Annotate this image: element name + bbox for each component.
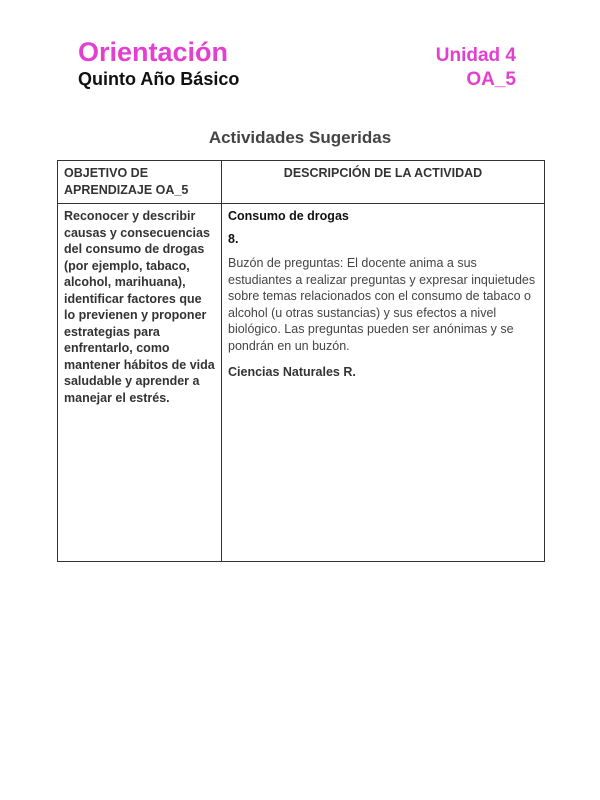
objective-cell [58, 204, 222, 562]
description-cell [222, 204, 545, 562]
section-heading: Actividades Sugeridas [208, 128, 392, 147]
objective-text: Reconocer y describir causas y consecuencias del consumo de drogas (por ejemplo, tabaco, alcohol, marihuana), identificar factores que lo previenen y proponer estrategias para enfrentarlo, como mantener hábitos de vida saludable y aprender a manejar el estrés. [64, 209, 215, 405]
header-right [436, 44, 516, 92]
activity-number: 8. [228, 231, 239, 246]
page-title: Orientación [78, 37, 229, 67]
activity-description: Buzón de preguntas: El docente anima a sus estudiantes a realizar preguntas y expresar inquietudes sobre temas relacionados con el consumo de tabaco o alcohol (u otras sustancias) y sus efectos a nivel biológico. Las preguntas pueden ser anónimas y se pondrán en un buzón. [228, 256, 536, 353]
unit-label: Unidad 4 [435, 45, 516, 66]
header-left [78, 36, 239, 90]
activity-link: Ciencias Naturales R. [228, 365, 356, 379]
oa-label: OA_5 [466, 69, 516, 90]
objective-column-header: OBJETIVO DE APRENDIZAJE OA_5 [58, 161, 222, 204]
activity-title: Consumo de drogas [228, 209, 349, 223]
table-header-row [58, 161, 545, 204]
activity-table [57, 160, 545, 562]
description-column-header: DESCRIPCIÓN DE LA ACTIVIDAD [222, 161, 545, 204]
table-row [58, 204, 545, 562]
page-subtitle: Quinto Año Básico [78, 69, 240, 89]
